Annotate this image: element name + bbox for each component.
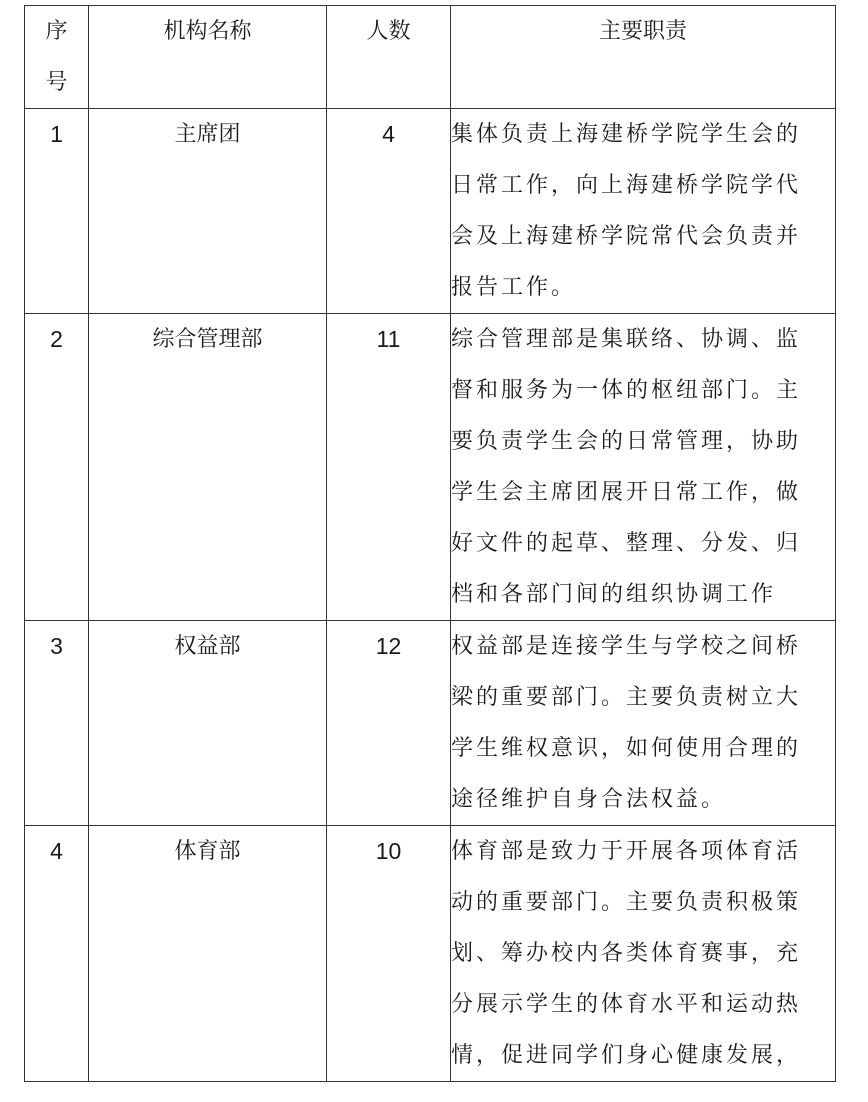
- duty-line: 动的重要部门。主要负责积极策: [451, 890, 802, 915]
- row-duty: [451, 826, 836, 1082]
- row-seq: 2: [25, 314, 89, 621]
- row-duty: [451, 621, 836, 826]
- duty-line: 档和各部门间的组织协调工作: [451, 582, 777, 607]
- row-count: 4: [327, 109, 451, 314]
- row-count: 10: [327, 826, 451, 1082]
- duty-line: 报告工作。: [451, 275, 577, 300]
- duty-line: 日常工作，向上海建桥学院学代: [451, 173, 802, 198]
- duty-line: 督和服务为一体的枢纽部门。主: [451, 378, 802, 403]
- row-name: 主席团: [89, 109, 327, 314]
- row-count: 12: [327, 621, 451, 826]
- header-name: 机构名称: [89, 6, 327, 109]
- duty-line: 权益部是连接学生与学校之间桥: [451, 634, 802, 659]
- table-row: [25, 621, 836, 826]
- row-duty: [451, 109, 836, 314]
- duty-line: 分展示学生的体育水平和运动热: [451, 992, 802, 1017]
- table-row: [25, 314, 836, 621]
- row-seq: 3: [25, 621, 89, 826]
- duty-line: 会及上海建桥学院常代会负责并: [451, 224, 802, 249]
- row-name: 体育部: [89, 826, 327, 1082]
- header-seq: [25, 6, 89, 109]
- table-header-row: [25, 6, 836, 109]
- row-seq: 4: [25, 826, 89, 1082]
- duty-line: 划、筹办校内各类体育赛事，充: [451, 941, 802, 966]
- row-count: 11: [327, 314, 451, 621]
- header-duty: 主要职责: [451, 6, 836, 109]
- org-table: [24, 5, 836, 1082]
- duty-line: 集体负责上海建桥学院学生会的: [451, 122, 802, 147]
- header-seq-line1: 序: [45, 19, 68, 44]
- table-row: [25, 109, 836, 314]
- header-count: 人数: [327, 6, 451, 109]
- duty-line: 学生会主席团展开日常工作，做: [451, 480, 802, 505]
- duty-line: 要负责学生会的日常管理，协助: [451, 429, 802, 454]
- duty-line: 途径维护自身合法权益。: [451, 787, 727, 812]
- duty-line: 梁的重要部门。主要负责树立大: [451, 685, 802, 710]
- header-seq-line2: 号: [45, 70, 68, 95]
- row-seq: 1: [25, 109, 89, 314]
- row-duty: [451, 314, 836, 621]
- duty-line: 综合管理部是集联络、协调、监: [451, 327, 802, 352]
- duty-line: 体育部是致力于开展各项体育活: [451, 839, 802, 864]
- row-name: 综合管理部: [89, 314, 327, 621]
- duty-line: 学生维权意识，如何使用合理的: [451, 736, 802, 761]
- duty-line: 好文件的起草、整理、分发、归: [451, 531, 802, 556]
- row-name: 权益部: [89, 621, 327, 826]
- duty-line: 情，促进同学们身心健康发展，: [451, 1043, 802, 1068]
- table-row: [25, 826, 836, 1082]
